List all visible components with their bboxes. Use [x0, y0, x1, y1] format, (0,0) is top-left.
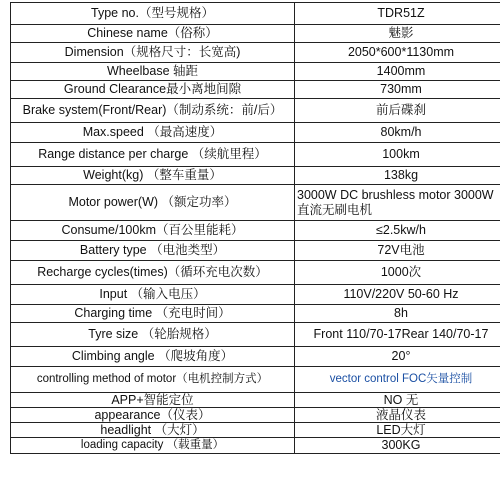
row-value-chinese-name: 魅影 [295, 25, 500, 43]
table-row [11, 408, 500, 423]
row-label-appearance: appearance（仪表） [11, 408, 295, 423]
row-label-consume: Consume/100km（百公里能耗） [11, 221, 295, 241]
table-row [11, 241, 500, 261]
row-label-input: Input （输入电压） [11, 285, 295, 305]
row-label-ground-clearance: Ground Clearance最小离地间隙 [11, 81, 295, 99]
row-value-recharge-cycles: 1000次 [295, 261, 500, 285]
table-row [11, 3, 500, 25]
table-row [11, 423, 500, 438]
row-value-wheelbase: 1400mm [295, 63, 500, 81]
row-label-weight: Weight(kg) （整车重量） [11, 167, 295, 185]
row-label-max-speed: Max.speed （最高速度） [11, 123, 295, 143]
table-row [11, 261, 500, 285]
row-label-wheelbase: Wheelbase 轴距 [11, 63, 295, 81]
row-value-battery-type: 72V电池 [295, 241, 500, 261]
table-row [11, 185, 500, 221]
table-row [11, 221, 500, 241]
row-value-climbing-angle: 20° [295, 347, 500, 367]
row-value-input: 110V/220V 50-60 Hz [295, 285, 500, 305]
row-label-climbing-angle: Climbing angle （爬坡角度） [11, 347, 295, 367]
table-row [11, 305, 500, 323]
row-value-brake-system: 前后碟刹 [295, 99, 500, 123]
row-label-headlight: headlight （大灯） [11, 423, 295, 438]
row-value-app: NO 无 [295, 393, 500, 408]
table-row [11, 143, 500, 167]
row-value-headlight: LED大灯 [295, 423, 500, 438]
row-label-battery-type: Battery type （电池类型） [11, 241, 295, 261]
row-label-recharge-cycles: Recharge cycles(times)（循环充电次数） [11, 261, 295, 285]
row-value-max-speed: 80km/h [295, 123, 500, 143]
table-row [11, 167, 500, 185]
row-label-chinese-name: Chinese name（俗称） [11, 25, 295, 43]
row-value-charging-time: 8h [295, 305, 500, 323]
table-row [11, 393, 500, 408]
spec-table [10, 2, 500, 454]
row-value-weight: 138kg [295, 167, 500, 185]
table-row [11, 347, 500, 367]
row-label-type-no: Type no.（型号规格） [11, 3, 295, 25]
row-value-range-distance: 100km [295, 143, 500, 167]
table-row [11, 285, 500, 305]
row-label-dimension: Dimension（规格尺寸：长宽高) [11, 43, 295, 63]
row-label-range-distance: Range distance per charge （续航里程） [11, 143, 295, 167]
table-row [11, 323, 500, 347]
row-value-consume: ≤2.5kw/h [295, 221, 500, 241]
row-value-tyre-size: Front 110/70-17Rear 140/70-17 [295, 323, 500, 347]
table-row [11, 123, 500, 143]
row-value-type-no: TDR51Z [295, 3, 500, 25]
table-row [11, 438, 500, 454]
row-label-motor-power: Motor power(W) （额定功率） [11, 185, 295, 221]
row-label-loading-capacity: loading capacity （载重量） [11, 438, 295, 454]
table-row [11, 81, 500, 99]
row-label-charging-time: Charging time （充电时间） [11, 305, 295, 323]
row-value-motor-power: 3000W DC brushless motor 3000W直流无刷电机 [295, 185, 500, 221]
table-row [11, 367, 500, 393]
row-label-app: APP+智能定位 [11, 393, 295, 408]
row-label-controlling-method: controlling method of motor（电机控制方式） [11, 367, 295, 393]
row-value-controlling-method: vector control FOC矢量控制 [295, 367, 500, 393]
table-row [11, 25, 500, 43]
row-value-dimension: 2050*600*1130mm [295, 43, 500, 63]
row-label-brake-system: Brake system(Front/Rear)（制动系统：前/后） [11, 99, 295, 123]
row-value-loading-capacity: 300KG [295, 438, 500, 454]
table-row [11, 63, 500, 81]
table-row [11, 99, 500, 123]
row-value-ground-clearance: 730mm [295, 81, 500, 99]
table-row [11, 43, 500, 63]
row-label-tyre-size: Tyre size （轮胎规格） [11, 323, 295, 347]
row-value-appearance: 液晶仪表 [295, 408, 500, 423]
